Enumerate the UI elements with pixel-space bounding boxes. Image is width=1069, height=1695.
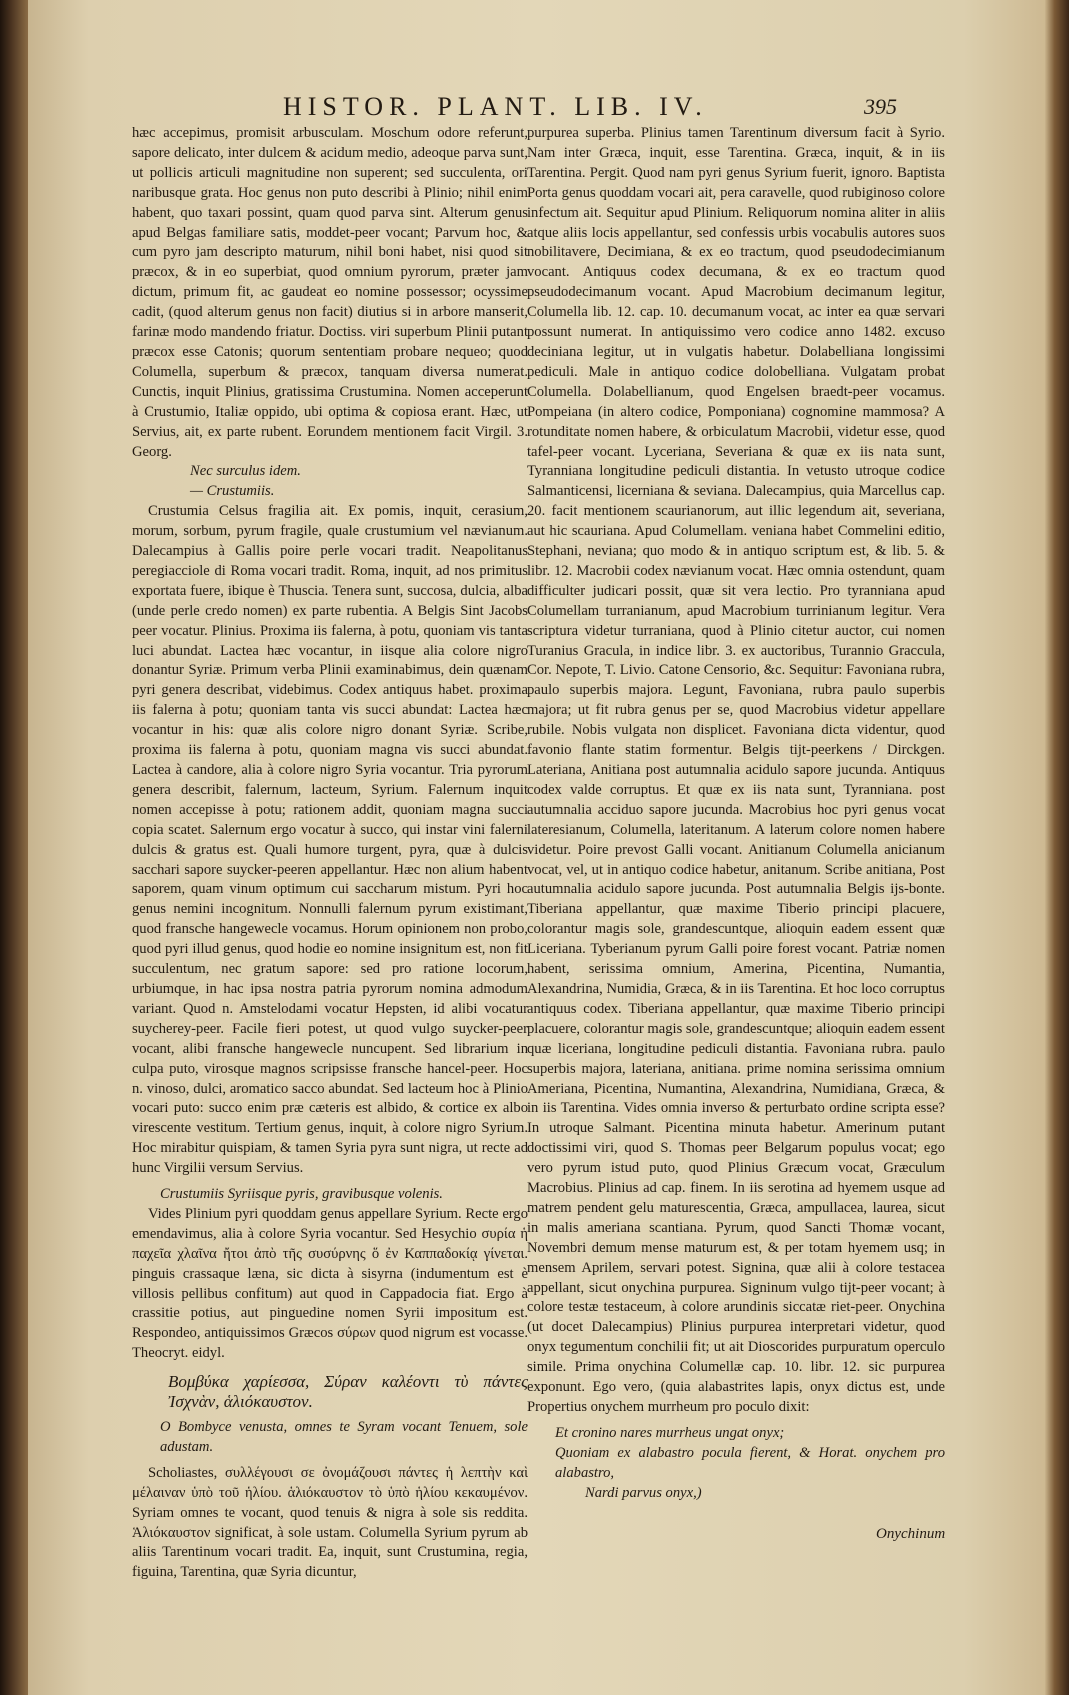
greek-verse: Βομβύκα χαρίεσσα, Σύραν καλέοντι τὺ πάντες Ἰσχνὰν, ἁλιόκαυστον. <box>168 1372 528 1412</box>
running-head <box>28 92 1045 122</box>
right-column <box>527 124 945 1504</box>
paragraph: hæc accepimus, promisit arbusculam. Moschum odore referunt, sapore delicato, inter dulcem & acidum medio, adeoque parva sunt, ut pollicis articuli magnitudine non superent; sed succulenta, ori naribusque grata. Hoc genus non puto describi à Plinio; nihil enim habent, quo taxari possint, quam quod parva sint. Alterum genus apud Belgas familiare satis, moddet-peer vocant; Parvum hoc, & cum pyro jam descripto maturum, nihil boni habet, nisi quod sit præcox, & in eo superbiat, quod omnium pyrorum, præter jam dictum, primum fit, ac gaudeat eo nomine possessor; ocyssime cadit, (quod alterum genus non facit) diutius si in arbore manserit, farinæ modo mandendo friatur. Doctiss. viri superbum Plinii putant præcox esse Catonis; quorum sententiam probare nequeo; quod Columella, superbum & præcox, tanquam diversa numerat. Cunctis, inquit Plinius, gratissima Crustumina. Nomen acceperunt à Crustumio, Italiæ oppido, ubi optima & copiosa erant. Hæc, ut Servius, ait, ex parte rubent. Eorundem mentionem facit Virgil. 3. Georg. <box>132 125 528 460</box>
paragraph: Scholiastes, συλλέγουσι σε ὀνομάζουσι πάντες ἡ λεπτὴν καὶ μέλαιναν ὑπὸ τοῦ ἡλίου. ἁλιόκαυστον τὸ ὑπὸ ἡλίου κεκαυμένον. Syriam omnes te vocant, quod tenuis & nigra à sole sis reddita. Ἁλιόκαυστον significat, à sole ustam. Columella Syrium pyrum ab aliis Tarentinum vocari tradit. Ea, inquit, sunt Crustumina, regia, figuina, Tarentina, quæ Syria dicuntur, <box>132 1464 528 1581</box>
verse-line: Quoniam ex alabastro pocula fierent, & Horat. onychem pro alabastro, <box>555 1444 945 1481</box>
page-block-edge <box>1045 0 1069 1695</box>
verse-line: Nec surculus idem. <box>190 463 301 480</box>
book-page <box>28 0 1045 1695</box>
catchword: Onychinum <box>876 1526 946 1542</box>
left-column <box>132 124 528 1583</box>
verse-line: — Crustumiis. <box>190 483 275 500</box>
paragraph: Vides Plinium pyri quoddam genus appellare Syrium. Recte ergo emendavimus, alia à colore Syria vocantur. Sed Hesychio συρία ἡ παχεῖα χλαῖνα ἤτοι ἀπὸ τῆς συσύρνης ὅ ἐν Καππαδοκίᾳ γίνεται. pinguis crassaque læna, sic dicta à sisyrna (indumentum est è villosis pellibus confitum) aut quod in Cappadocia fiat. Ergo à crassitie potius, aut pinguedine nomen Syrii impositum est. Respondeo, antiquissimos Græcos σύρων quod nigrum est vocasse. Theocryt. eidyl. <box>132 1205 528 1362</box>
verse-line: Et cronino nares murrheus ungat onyx; <box>555 1424 785 1441</box>
running-title: HISTOR. PLANT. LIB. IV. <box>283 92 708 121</box>
verse-line: Nardi parvus onyx,) <box>585 1484 702 1501</box>
paragraph: Crustumia Celsus fragilia ait. Ex pomis, inquit, cerasium, morum, sorbum, pyrum fragile, quale crustumium vel nævianum. Dalecampius à Gallis poire perle vocari tradit. Neapolitanus peregiacciole di Roma vocari tradit. Roma, inquit, ad nos primitus exportata fuere, ibique è Thuscia. Tenera sunt, succosa, dulcia, alba (unde perle credo nomen) ex parte rubentia. A Belgis Sint Jacobs peer vocatur. Plinius. Proxima iis falerna, à potu, quoniam vis tanta luci abundat. Lactea hæc vocantur, in iisque alia colore nigro donantur Syriæ. Primum verba Plinii examinabimus, dein quænam pyri genera describat, videbimus. Codex antiquus habet. proxima iis falerna à potu; quoniam tanta vis succi abundat: Lactea hæc vocantur in his: quæ alis colore nigro donant Syriæ. Scribe, proxima iis falerna à potu, quoniam magna vis succi abundat. Lactea à candore, alia à colore nigro Syria vocantur. Tria pyrorum genera describit, falernum, lacteum, Syrium. Falernum inquit nomen accepisse à potu; rationem addit, quoniam magna succi copia scatet. Salernum ergo vocatur à succo, qui instar vini falerni dulcis & gratus est. Quali humore turgent, pyra, quæ à dulcis sacchari sapore suycker-peeren appellantur. Hæc non alium habent saporem, quam vinum optimum cui saccharum mistum. Pyri hoc genus nemini incognitum. Nonnulli falernum pyrum existimant, quod fransche hangewecle vocamus. Horum opinionem non probo, quod pyri illud genus, quod hodie eo nomine insignitum est, non fit succulentum, nec gratum sapore: sed pro ratione locorum, urbiumque, in hac ipsa nostra patria pyrorum nomina admodum variant. Quod n. Amstelodami vocatur Hepsten, id alibi vocatur suycherey-peer. Facile fieri potest, ut quod vulgo suycker-peer vocant, alibi fransche hangewecle nuncupent. Sed librarium in culpa puto, virosque magnos scripsisse fransche hancel-peer. Hoc n. vinoso, dulci, aromatico sacco abundat. Sed lacteum hoc à Plinio vocari puto: succo enim præ cæteris est albido, & cortice ex albo virescente vestitum. Tertium genus, inquit, à colore nigro Syrium. Hoc mirabitur quispiam, & tamen Syria pyra sunt nigra, ut recte ad hunc Virgilii versum Servius. <box>132 503 528 1177</box>
page-number: 395 <box>864 94 897 119</box>
verse-line: Crustumiis Syriisque pyris, gravibusque volenis. <box>160 1186 443 1203</box>
facing-page-edge <box>0 0 28 1695</box>
translation-verse: O Bombyce venusta, omnes te Syram vocant Tenuem, sole adustam. <box>160 1419 528 1455</box>
paragraph: purpurea superba. Plinius tamen Tarentinum diversum facit à Syrio. Nam inter Græca, inquit, esse Tarentina. Græca, inquit, & in iis Tarentina. Pergit. Quod nam pyri genus Syrium fuerit, ignoro. Baptista Porta genus quoddam vocari ait, pera caravelle, quod rubiginoso colore infectum ait. Sequitur apud Plinium. Reliquorum nomina aliter in aliis atque aliis locis appellantur, sed confessis urbis vocabulis autores suos nobilitavere, Decimiana, & ex eo tractum, quod pseudodecimianum vocant. Antiquus codex decumana, & ex eo tractum quod pseudodecimanum vocant. Apud Macrobium decimanum legitur, Columella lib. 12. cap. 10. decumanum vocat, ac inter ea quæ servari possunt numerat. In antiquissimo vero codice anno 1482. excuso deciniana legitur, ut in vulgatis habetur. Dolabelliana longissimi pediculi. Male in antiquo codice dolobelliana. Vulgatam probat Columella. Dolabellianum, quod Engelsen braedt-peer vocamus. Pompeiana (in altero codice, Pomponiana) cognomine mammosa? A rotunditate nomen habere, & orbiculatum Macrobii, videtur esse, quod tafel-peer vocant. Lyceriana, Severiana & quæ ex iis nata sunt, Tyranniana longitudine pediculi distantia. In vetusto utroque codice Salmanticensi, licerniana & seviana. Dalecampius, quia Marcellus cap. 20. facit mentionem scaurianorum, aut illic legendum ait, severiana, aut hic scauriana. Apud Columellam. veniana habet Commelini editio, Stephani, neviana; quo modo & in antiquo scriptum est, & lib. 5. & libr. 12. Macrobii codex nævianum vocat. Hæc omnia ostendunt, quam difficulter judicari possit, quæ sit vera lectio. Pro tyranniana apud Columellam turranianum, apud Macrobium turrinianum legitur. Vera scriptura videtur turraniana, quod à Plinio citetur auctor, cui nomen Turanius Gracula, in indice libr. 3. ex auctoribus, Turannio Graccula, Cor. Nepote, T. Livio. Catone Censorio, &c. Sequitur: Favoniana rubra, paulo superbis majora. Legunt, Favoniana, rubra paulo superbis majora; ut fit rubra genus per se, quod Macrobius videtur appellare rubile. Nobis vulgata non displicet. Favoniana dicta videntur, quod favonio flante statim formentur. Belgis tijt-peerkens / Dirckgen. Lateriana, Anitiana post autumnalia acidulo sapore jucunda. Antiquus codex valde corruptus. Et quæ ex iis nata sunt, Tyranniana. post autumnalia acciduo sapore jucunda. Macrobius hoc pyri genus vocat lateresianum, Columella, lateritanum. A laterum colore nomen habere videtur. Poire prevost Galli vocant. Anitianum Columella anicianum vocat, vel, ut in antiquo codice habetur, anitanum. Scribe anitiana, Post autumnalia acidulo sapore jucunda. Post autumnalia Belgis ijs-bonte. Tiberiana appellantur, quæ maxime Tiberio principi placuere, colorantur magis sole, grandescuntque, alioquin eadem essent quæ Liceriana. Tyberianum pyrum Galli poire forest vocant. Patriæ nomen habent, serissima omnium, Amerina, Picentina, Numantia, Alexandrina, Numidia, Græca, & in iis Tarentina. Et hoc loco corruptus antiquus codex. Tiberiana appellantur, quæ maxime Tiberio principi placuere, colorantur magis sole, grandescuntque; alioquin eadem essent quæ liceriana, longitudine pediculi distantia. Favoniana rubra. paulo superbis majora, lateriana, anitiana. prime nomina serissima omnium Ameriana, Picentina, Numantina, Alexandrina, Numidiana, Græca, & in iis Tarentina. Vides omnia inverso & perturbato ordine scripta esse? In utroque Salmant. Picentina minuta habetur. Amerinum putant doctissimi viri, quod S. Thomas peer Belgarum populus vocat; ego vero pyrum istud puto, quod Plinius Græcum vocat, Græculum Macrobius. Plinius ad cap. finem. In iis serotina ad hyemem usque ad matrem pendent gelu maturescentia, Græca, ampullacea, laurea, sicut in malis ameriana scantiana. Pyrum, quod Sancti Thomæ vocant, Novembri demum mense maturum est, & per totam hyemem usq; in mensem Aprilem, servari potest. Signina, quæ alii à colore testacea appellant, sicut onychina purpurea. Signinum vulgo tijt-peer vocant; à colore testæ testaceum, à colore arundinis siccatæ riet-peer. Onychina (ut docet Dalecampius) Plinius purpurea interpretari videtur, quod onyx tegumentum conchilii fit; ut ait Dioscorides purpuratum operculo simile. Prima onychina Columellæ cap. 10. libr. 12. sic purpurea exponunt. Ego vero, (quia alabastrites lapis, onyx dictus est, unde Propertius onychem murrheum pro poculo dixit: <box>527 125 945 1415</box>
